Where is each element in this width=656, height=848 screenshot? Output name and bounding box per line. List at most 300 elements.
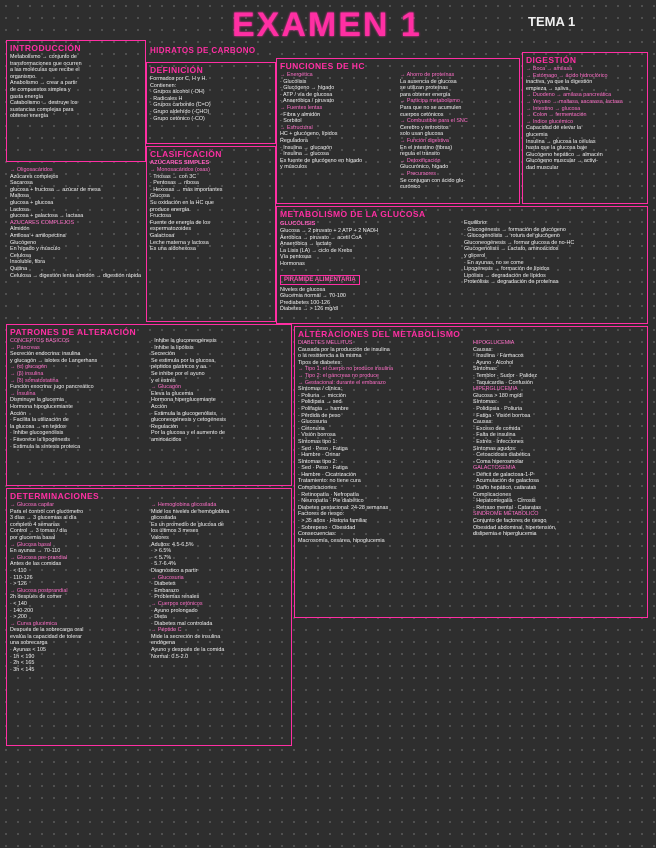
text-line: · Retinopatía · Nefropatía bbox=[298, 491, 359, 498]
text-line: Glucemia normal → 70-100 bbox=[280, 293, 346, 300]
text-line: Hormonas bbox=[280, 260, 305, 267]
clasificacion-box bbox=[146, 146, 276, 322]
text-line: los últimos 3 meses bbox=[151, 528, 199, 535]
text-line: Insoluble, fibra bbox=[10, 259, 46, 266]
text-line: · Ayunas < 105 bbox=[10, 647, 47, 654]
text-line: hasta que la glucosa baje bbox=[526, 145, 588, 152]
digestion-text bbox=[526, 66, 644, 172]
text-line: · Insulina · Fármacos bbox=[473, 353, 524, 360]
text-line: · Visión borrosa bbox=[298, 432, 336, 439]
text-line: En ayunas → 70-110 bbox=[10, 548, 61, 555]
text-line: Lipólisis → degradación de lípidos bbox=[464, 272, 546, 279]
text-line: Es fuente de glucógeno en hígado bbox=[280, 157, 363, 164]
text-line: obtener energía bbox=[10, 113, 49, 120]
text-line: Glucosa → 2 piruvato + 2 ATP + 2 NADH bbox=[280, 228, 379, 234]
alteraciones-heading: ALTERACIONES DEL METABOLISMO bbox=[298, 329, 461, 339]
text-line: → Oligosacáridos bbox=[10, 167, 53, 173]
text-line: · > 6.5% bbox=[151, 548, 172, 555]
text-line: Factores de riesgo: bbox=[298, 511, 345, 518]
text-line: Diabetes → > 126 mg/dl bbox=[280, 306, 338, 313]
text-line: Glucosa bbox=[150, 193, 170, 200]
text-line: y glicerol bbox=[464, 252, 486, 259]
text-line: Regulación bbox=[151, 423, 178, 430]
text-line: · 5.7-6.4% bbox=[151, 561, 176, 568]
text-line: · Sed · Peso · Fatiga bbox=[298, 445, 348, 452]
text-line: · < 5.7% bbox=[151, 554, 172, 561]
text-line: · Poliuria → micción bbox=[298, 392, 346, 399]
text-line: → Páncreas bbox=[10, 344, 40, 351]
text-line: → Glucosa pre-prandial bbox=[10, 554, 67, 561]
text-line: → Estructural bbox=[280, 124, 313, 131]
text-line: de compuestos simples y bbox=[10, 86, 71, 93]
text-line: glicosilada bbox=[151, 515, 177, 522]
text-line: → Glucosa postprandial bbox=[10, 587, 68, 594]
text-line: · Estrés · Infecciones bbox=[473, 438, 524, 445]
text-line: · Sed · Peso · Fatiga bbox=[298, 465, 348, 472]
text-line: · Anaeróbica / piruvato bbox=[280, 98, 334, 105]
funciones-text-left bbox=[280, 72, 396, 191]
text-line: · Cetoacidosis diabética bbox=[473, 452, 531, 459]
text-line: Hormona hiperglucemiante bbox=[151, 397, 216, 404]
text-line: → Duodeno → amilasa pancreática bbox=[526, 92, 612, 99]
text-line: Se estimula por la glucosa, bbox=[151, 357, 216, 364]
text-line: · Favorece la lipogénesis bbox=[10, 436, 70, 443]
text-line: · Taquicardia · Confusión bbox=[473, 379, 533, 386]
text-line: Lipogénesis → formación de lípidos bbox=[464, 266, 550, 273]
text-line: evalúa la capacidad de tolerar bbox=[10, 633, 82, 640]
text-line: Causada por la producción de insulina bbox=[298, 346, 390, 353]
text-line: → Precursores bbox=[400, 170, 436, 177]
text-line: → Boca → amilasa bbox=[526, 66, 573, 72]
text-line: Equilibrio: bbox=[464, 220, 488, 226]
text-line: · < 110 bbox=[10, 567, 27, 574]
text-line: Síntomas tipo 2: bbox=[298, 458, 337, 465]
determinaciones-text-right bbox=[151, 502, 288, 673]
text-line: Su oxidación en la HC que bbox=[150, 199, 214, 206]
text-line: aminoácidos bbox=[151, 436, 182, 443]
text-line: · Polifagia → hambre bbox=[298, 405, 349, 412]
clasificacion-text bbox=[150, 167, 272, 253]
alteraciones-box bbox=[294, 326, 648, 618]
text-line: · > 126 bbox=[10, 581, 27, 588]
text-line: Para que no se acumulen bbox=[400, 104, 462, 111]
text-line: Cerebro y eritrocitos bbox=[400, 124, 449, 131]
text-line: Tratamiento: no tiene cura bbox=[298, 478, 361, 485]
niveles-glucosa-text bbox=[280, 287, 460, 313]
text-line: · Ayuno · Alcohol bbox=[473, 359, 514, 366]
clasificacion-heading: CLASIFICACIÓN bbox=[150, 149, 222, 159]
text-line: y el estrés bbox=[151, 377, 176, 384]
text-line: glucosa + galactosa → lactasa bbox=[10, 213, 84, 220]
text-line: · > 200 bbox=[10, 614, 27, 621]
funciones-heading: FUNCIONES DE HC bbox=[280, 61, 365, 71]
text-line: Glucogenólisis → Lactato, aminoácidos bbox=[464, 246, 559, 253]
text-line: SÍNDROME METABÓLICO bbox=[473, 511, 539, 518]
text-line: Mide la secreción de insulina bbox=[151, 633, 221, 640]
text-line: Contienen: bbox=[150, 82, 177, 89]
text-line: curónico bbox=[400, 184, 421, 191]
text-line: · Inhibe la lipólisis bbox=[151, 344, 194, 351]
text-line: · Sorbitol bbox=[280, 118, 302, 125]
text-line: Por la glucosa y el aumento de bbox=[151, 430, 226, 437]
text-line: Formados por C, H y H. bbox=[150, 76, 207, 82]
text-line: regula el tránsito bbox=[400, 151, 440, 158]
text-line: Glucógeno hepático → almacén bbox=[526, 151, 603, 158]
text-line: Conjunto de factores de riesgo bbox=[473, 518, 547, 525]
text-line: glucosa + glucosa bbox=[10, 199, 54, 206]
text-line: Insulina → glucosa la células bbox=[526, 138, 596, 145]
text-line: · Hepatomegalia · Cirrosis bbox=[473, 498, 536, 505]
determinaciones-box bbox=[6, 488, 292, 746]
metabolismo-box bbox=[276, 206, 648, 324]
text-line: Reguladora bbox=[280, 137, 308, 144]
oligosacaridos-text bbox=[10, 167, 142, 279]
text-line: sustancias complejas para bbox=[10, 106, 74, 113]
metabolismo-text bbox=[280, 228, 460, 268]
text-line: · Cetonuria bbox=[298, 425, 325, 432]
equilibrio-text bbox=[464, 220, 644, 313]
text-line: CONCEPTOS BÁSICOS bbox=[10, 338, 70, 344]
patrones-text-right bbox=[151, 338, 288, 450]
patrones-heading: PATRONES DE ALTERACIÓN bbox=[10, 327, 137, 337]
text-line: Almidón bbox=[10, 226, 30, 233]
text-line: · Hambre · Orinar bbox=[298, 452, 341, 459]
text-line: péptidos gástricos y aa. bbox=[151, 364, 208, 371]
text-line: · Glucosuria bbox=[298, 419, 328, 426]
text-line: Azúcares complejos bbox=[10, 173, 59, 180]
text-line: Glucógeno muscular → activi- bbox=[526, 158, 598, 165]
text-line: · Neuropatía · Pie diabético bbox=[298, 498, 364, 505]
text-line: → (β) insulina bbox=[10, 370, 44, 377]
text-line: → Colon → fermentación bbox=[526, 112, 587, 119]
text-line: · Coma hiperosmolar bbox=[473, 458, 524, 465]
text-line: Causas: bbox=[473, 346, 493, 353]
text-line: Quitina bbox=[10, 265, 28, 272]
text-line: · Hexosas → más importantes bbox=[150, 186, 223, 193]
text-line: Antes de las comidas bbox=[10, 561, 62, 568]
text-line: Síntomas tipo 1: bbox=[298, 438, 337, 445]
text-line: Se inhibe por el ayuno bbox=[151, 370, 205, 377]
text-line: se utilizan proteínas bbox=[400, 85, 448, 92]
text-line: Glucurónico, hígado bbox=[400, 164, 449, 171]
text-line: gasta energía bbox=[10, 93, 43, 100]
text-line: Lactosa bbox=[10, 206, 29, 213]
text-line: Anaeróbica → lactato bbox=[280, 241, 332, 248]
text-line: Proteólisis → degradación de proteínas bbox=[464, 279, 559, 286]
text-line: Tipos de diabetes: bbox=[298, 359, 342, 366]
text-line: · Hambre · Cicatrización bbox=[298, 471, 357, 478]
text-line: y músculos bbox=[280, 164, 307, 171]
text-line: · Inhibe la gluconeogénesis bbox=[151, 338, 217, 344]
text-line: · < 140 bbox=[10, 600, 27, 607]
text-line: Celulosa → digestión lenta almidón → digestión rápida bbox=[10, 272, 141, 279]
text-line: Normal: 0.5-2.0 bbox=[151, 653, 189, 660]
text-line: → Insulina bbox=[10, 390, 36, 397]
text-line: inactiva, ya que la digestión bbox=[526, 79, 593, 86]
definicion-text bbox=[150, 76, 272, 122]
text-line: · Glucogenólisis → rotura del glucógeno bbox=[464, 233, 560, 240]
text-line: espermatozoides bbox=[150, 226, 192, 233]
text-line: → Glucosuria bbox=[151, 574, 184, 581]
page-title: EXAMEN 1 bbox=[232, 6, 422, 44]
text-line: → Estómago → ácido hidroclórico bbox=[526, 72, 608, 79]
text-line: · Daño hepático, cataratas bbox=[473, 485, 537, 492]
text-line: Obesidad abdominal, hipertensión, bbox=[473, 524, 557, 531]
text-line: Vía pentosas bbox=[280, 254, 312, 261]
text-line: → Péptido C bbox=[151, 627, 182, 634]
funciones-box bbox=[276, 58, 520, 204]
text-line: Glucosa > 180 mg/dl bbox=[473, 392, 523, 399]
text-line: · Déficit de galactosa-1-P bbox=[473, 471, 534, 478]
text-line: Valores bbox=[151, 534, 169, 541]
text-line: una sobrecarga bbox=[10, 640, 48, 647]
text-line: En el intestino (fibras) bbox=[400, 144, 453, 151]
clasificacion-sub: AZÚCARES SIMPLES bbox=[150, 160, 210, 166]
text-line: · Ayuno prolongado bbox=[151, 607, 198, 614]
text-line: → Hemoglobina glicosilada bbox=[151, 502, 217, 508]
text-line: Consecuencias: bbox=[298, 531, 337, 538]
text-line: · 140-200 bbox=[10, 607, 34, 614]
introduccion-text bbox=[10, 54, 142, 120]
text-line: Glucógeno bbox=[10, 239, 37, 246]
text-line: HIPERGLUCEMIA bbox=[473, 386, 518, 393]
text-line: dislipemia e hiperglucemia bbox=[473, 531, 537, 538]
definicion-heading: DEFINICIÓN bbox=[150, 65, 204, 75]
text-line: · Diabetes mal controlada bbox=[151, 620, 213, 627]
text-line: · Triosas → con 3C bbox=[150, 173, 197, 180]
text-line: Maltosa bbox=[10, 193, 29, 200]
text-line: → Fuentes lentas bbox=[280, 104, 323, 111]
metabolismo-heading: METABOLISMO DE LA GLUCOSA bbox=[280, 209, 426, 219]
text-line: · 1h < 190 bbox=[10, 653, 35, 660]
text-line: empieza → saliva bbox=[526, 85, 569, 92]
text-line: DIABETES MELLITUS bbox=[298, 340, 353, 346]
text-line: HIPOGLUCEMIA bbox=[473, 340, 515, 346]
introduccion-box bbox=[6, 40, 146, 162]
text-line: · ATP / vía de glucosa bbox=[280, 91, 333, 98]
text-line: Gluconeogénesis → formar glucosa de no-HC bbox=[464, 239, 575, 246]
text-line: endógena bbox=[151, 640, 175, 647]
text-line: · Acumulación de galactosa bbox=[473, 478, 539, 485]
text-line: Acción bbox=[151, 403, 168, 410]
determinaciones-text-left bbox=[10, 502, 147, 673]
text-line: Función exocrina: jugo pancreático bbox=[10, 384, 94, 391]
hidratos-heading: HIDRATOS DE CARBONO bbox=[150, 46, 256, 55]
text-line: Macrosomía, cesárea, hipoglucemia bbox=[298, 537, 385, 544]
text-line: por glucemia basal bbox=[10, 534, 56, 541]
alteraciones-text-left bbox=[298, 340, 469, 544]
text-line: · Polidipsia · Poliuria bbox=[473, 405, 523, 412]
text-line: Diagnóstico a partir bbox=[151, 567, 198, 574]
text-line: y glucagón → islotes de Langerhans bbox=[10, 357, 98, 364]
text-line: Prediabetes 100-126 bbox=[280, 299, 331, 306]
text-line: Ayuno y después de la comida bbox=[151, 647, 225, 654]
glucolisis-heading: GLUCÓLISIS bbox=[280, 221, 316, 227]
text-line: Hormona hipoglucemiante bbox=[10, 403, 73, 410]
text-line: Niveles de glucosa bbox=[280, 286, 326, 293]
text-line: Para el control con glucómetro bbox=[10, 508, 84, 515]
text-line: Amilosa + amilopectina bbox=[10, 232, 66, 239]
text-line: Capacidad de elevar la bbox=[526, 125, 582, 132]
text-line: → Glucosa basal bbox=[10, 541, 52, 548]
text-line: glucosa + fructosa → azúcar de mesa bbox=[10, 186, 101, 193]
text-line: a las moléculas que recibe el bbox=[10, 67, 80, 74]
text-line: · Glucólisis bbox=[280, 78, 307, 85]
text-line: → Gestacional: durante el embarazo bbox=[298, 379, 386, 386]
text-line: Síntomas: bbox=[473, 366, 498, 373]
text-line: Complicaciones bbox=[473, 491, 512, 498]
text-line: cuerpos cetónicos bbox=[400, 111, 444, 118]
text-line: · Problemas renales bbox=[151, 594, 200, 601]
text-line: → Monosacáridos (osas) bbox=[150, 167, 210, 173]
text-line: · Fibra y almidón bbox=[280, 111, 321, 118]
text-line: Galactosa bbox=[150, 232, 175, 239]
text-line: completo 4 semanas bbox=[10, 521, 60, 528]
text-line: · Grupo aldehído (-CHO) bbox=[150, 108, 210, 115]
text-line: → Tipo 2: el páncreas no produce bbox=[298, 372, 379, 379]
text-line: En hígado y músculo bbox=[10, 246, 61, 253]
text-line: → Glucosa capilar bbox=[10, 502, 55, 508]
text-line: solo usan glucosa bbox=[400, 131, 444, 138]
text-line: Fructosa bbox=[150, 213, 171, 220]
text-line: Leche materna y lactosa bbox=[150, 239, 209, 246]
text-line: · Estimula la síntesis proteica bbox=[10, 443, 81, 450]
text-line: · Temblor · Sudor · Palidez bbox=[473, 372, 538, 379]
tema-label: TEMA 1 bbox=[528, 14, 576, 29]
funciones-text-right bbox=[400, 72, 516, 191]
text-line: Control → 3 tomas / día bbox=[10, 528, 67, 535]
text-line: · Pérdida de peso bbox=[298, 412, 341, 419]
text-line: → Participa metabolismo bbox=[400, 98, 460, 105]
text-line: · Falta de insulina bbox=[473, 432, 516, 439]
text-line: · Dieta bbox=[151, 614, 167, 621]
text-line: → Combustible para el SNC bbox=[400, 118, 468, 125]
text-line: · 110-126 bbox=[10, 574, 33, 581]
text-line: Se conjugan con ácido glu- bbox=[400, 177, 466, 184]
text-line: → Intestino → glucosa bbox=[526, 105, 581, 112]
text-line: · Facilita la utilización de bbox=[10, 417, 69, 424]
text-line: · 3h < 145 bbox=[10, 666, 35, 673]
patrones-text-left bbox=[10, 338, 147, 450]
text-line: Eleva la glucemia bbox=[151, 390, 194, 397]
digestion-box bbox=[522, 52, 648, 204]
text-line: → Curva glucémica bbox=[10, 620, 58, 627]
text-line: produce energía. bbox=[150, 206, 191, 213]
piramide-badge: PIRÁMIDE ALIMENTARIA bbox=[280, 275, 360, 285]
text-line: · Fatiga · Visión borrosa bbox=[473, 412, 531, 419]
text-line: Síntomas / clínica: bbox=[298, 386, 343, 393]
text-line: · Polidipsia → sed bbox=[298, 399, 342, 406]
text-line: · Pentosas → ribosa bbox=[150, 180, 199, 187]
text-line: · Estimula la glucogenólisis, bbox=[151, 410, 218, 417]
text-line: · Diabetes bbox=[151, 581, 176, 588]
text-line: → Detoxificación bbox=[400, 157, 441, 164]
text-line: Disminuye la glucemia bbox=[10, 397, 64, 404]
text-line: 2h después de comer bbox=[10, 594, 62, 601]
text-line: glucemia bbox=[526, 131, 548, 138]
digestion-heading: DIGESTIÓN bbox=[526, 55, 577, 65]
oligosacaridos-box bbox=[6, 164, 146, 320]
text-line: GALACTOSEMIA bbox=[473, 465, 516, 472]
text-line: o la resistencia a la misma bbox=[298, 353, 362, 360]
text-line: Síntomas: bbox=[473, 399, 498, 406]
text-line: → (α) glucagón bbox=[10, 364, 47, 371]
text-line: transformaciones que ocurren bbox=[10, 60, 82, 67]
text-line: · En ayunas, no se come bbox=[464, 259, 524, 266]
text-line: AZÚCARES COMPLEJOS bbox=[10, 219, 75, 226]
text-line: La Lisis (LA) → ciclo de Krebs bbox=[280, 247, 353, 254]
text-line: → Cuerpos cetónicos bbox=[151, 600, 203, 607]
text-line: · > 35 años · Historia familiar bbox=[298, 518, 368, 525]
text-line: · 2h < 165 bbox=[10, 660, 35, 667]
alteraciones-text-right bbox=[473, 340, 644, 544]
text-line: Secreción endocrina: insulina bbox=[10, 351, 81, 358]
text-line: · Grupos alcohol (-OH) bbox=[150, 89, 205, 96]
text-line: Sacarosa bbox=[10, 180, 33, 187]
text-line: → (δ) somatostatina bbox=[10, 377, 59, 384]
text-line: · Glucógeno → hígado bbox=[280, 85, 335, 92]
text-line: La ausencia de glucosa bbox=[400, 78, 457, 85]
text-line: → Energética bbox=[280, 72, 313, 78]
text-line: · Sobrepeso · Obesidad bbox=[298, 524, 356, 531]
text-line: Catabolismo → destruye los bbox=[10, 100, 78, 107]
text-line: · Grupos carbonilo (C=O) bbox=[150, 102, 211, 109]
determinaciones-heading: DETERMINACIONES bbox=[10, 491, 100, 501]
text-line: Aeróbica → piruvato → acetil CoA bbox=[280, 234, 362, 241]
text-line: Causas: bbox=[473, 419, 493, 426]
text-line: 3 días → 3 glucemias al día bbox=[10, 515, 77, 522]
text-line: Celulosa bbox=[10, 252, 31, 259]
text-line: para obtener energía bbox=[400, 91, 451, 98]
text-line: Metabolismo → conjunto de bbox=[10, 54, 77, 60]
text-line: organismo. bbox=[10, 73, 37, 80]
text-line: → Ahorro de proteínas bbox=[400, 72, 455, 78]
text-line: · Insulina → glucagón bbox=[280, 144, 333, 151]
text-line: · Insulina → glucosa bbox=[280, 151, 329, 158]
text-line: → Yeyuno → maltasa, sacarasa, lactasa bbox=[526, 98, 623, 105]
text-line: Adultos: 4.5-6.5% bbox=[151, 541, 194, 548]
text-line: → Función digestiva bbox=[400, 137, 449, 144]
text-line: · Embarazo bbox=[151, 587, 179, 594]
text-line: Fuente de energía de los bbox=[150, 219, 210, 226]
text-line: → Índice glucémico bbox=[526, 118, 574, 125]
text-line: → Glucagón bbox=[151, 384, 181, 391]
text-line: Es un promedio de glucosa de bbox=[151, 521, 224, 528]
text-line: Complicaciones: bbox=[298, 485, 338, 492]
text-line: · Exceso de comida bbox=[473, 425, 521, 432]
text-line: gluconeogénesis y cetogénesis bbox=[151, 417, 226, 424]
text-line: · Radicales H bbox=[150, 95, 183, 102]
text-line: → Tipo 1: el cuerpo no produce insulina bbox=[298, 366, 393, 373]
patrones-box bbox=[6, 324, 292, 486]
definicion-box bbox=[146, 62, 276, 144]
text-line: Acción bbox=[10, 410, 27, 417]
text-line: · Glucogénesis → formación de glucógeno bbox=[464, 226, 566, 233]
text-line: HC + glucógeno, lípidos bbox=[280, 131, 338, 138]
text-line: · Inhibe glucogenólisis bbox=[10, 430, 64, 437]
text-line: · Retraso mental · Cataratas bbox=[473, 504, 542, 511]
text-line: Es una aldohexosa bbox=[150, 246, 196, 253]
text-line: Mide los niveles de hemoglobina bbox=[151, 508, 230, 515]
text-line: la glucosa → en tejidos bbox=[10, 423, 66, 430]
text-line: Secreción bbox=[151, 351, 175, 358]
text-line: dad muscular bbox=[526, 164, 559, 171]
text-line: Síntomas agudos: bbox=[473, 445, 517, 452]
text-line: · Grupo cetónico (-CO) bbox=[150, 115, 205, 122]
text-line: Diabetes gestacional: 24-28 semanas bbox=[298, 504, 389, 511]
introduccion-heading: INTRODUCCIÓN bbox=[10, 43, 81, 53]
text-line: Después de la sobrecarga oral bbox=[10, 627, 84, 634]
